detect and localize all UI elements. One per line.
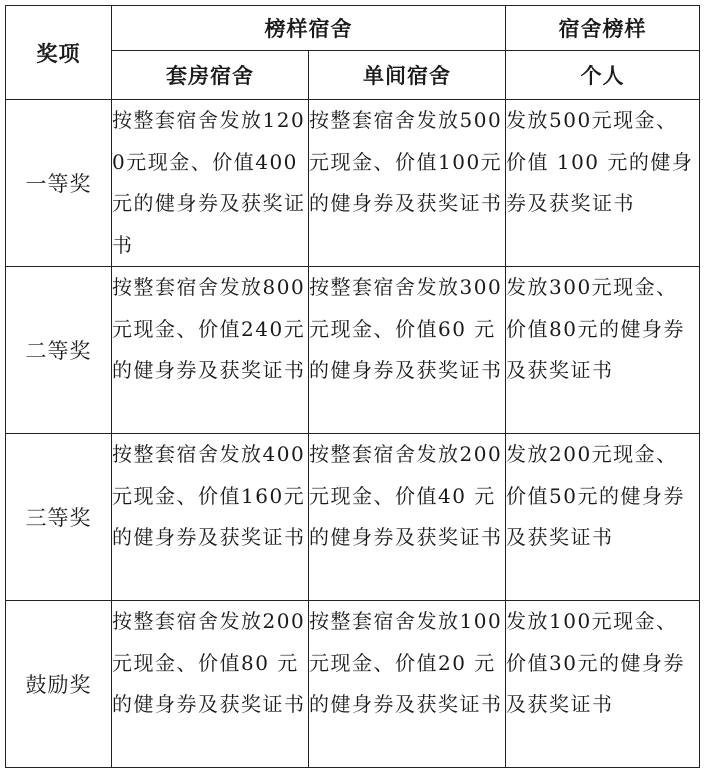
table-row-encouragement-prize xyxy=(6,601,700,768)
table-row-second-prize xyxy=(6,267,700,434)
header-individual: 个人 xyxy=(506,51,700,100)
suite-reward: 按整套宿舍发放1200元现金、价值400元的健身券及获奖证书 xyxy=(112,100,309,267)
award-name: 三等奖 xyxy=(6,434,112,601)
suite-reward: 按整套宿舍发放400 元现金、价值160元的健身券及获奖证书 xyxy=(112,434,309,601)
header-group-model-dorm: 榜样宿舍 xyxy=(112,6,506,51)
award-name: 一等奖 xyxy=(6,100,112,267)
award-table xyxy=(5,5,700,768)
individual-reward: 发放500元现金、价值 100 元的健身券及获奖证书 xyxy=(506,100,700,267)
header-single-dorm: 单间宿舍 xyxy=(309,51,506,100)
award-name: 鼓励奖 xyxy=(6,601,112,768)
header-award: 奖项 xyxy=(6,6,112,100)
table-header xyxy=(6,6,700,100)
individual-reward: 发放200元现金、价值50元的健身券及获奖证书 xyxy=(506,434,700,601)
header-suite-dorm: 套房宿舍 xyxy=(112,51,309,100)
table-row-third-prize xyxy=(6,434,700,601)
header-group-dorm-model: 宿舍榜样 xyxy=(506,6,700,51)
individual-reward: 发放100元现金、价值30元的健身券及获奖证书 xyxy=(506,601,700,768)
header-row-groups xyxy=(6,6,700,51)
single-reward: 按整套宿舍发放500元现金、价值100元的健身券及获奖证书 xyxy=(309,100,506,267)
table-row-first-prize xyxy=(6,100,700,267)
single-reward: 按整套宿舍发放300 元现金、价值60 元的健身券及获奖证书 xyxy=(309,267,506,434)
suite-reward: 按整套宿舍发放800 元现金、价值240元的健身券及获奖证书 xyxy=(112,267,309,434)
individual-reward: 发放300元现金、价值80元的健身券及获奖证书 xyxy=(506,267,700,434)
single-reward: 按整套宿舍发放100 元现金、价值20 元的健身券及获奖证书 xyxy=(309,601,506,768)
suite-reward: 按整套宿舍发放200 元现金、价值80 元的健身券及获奖证书 xyxy=(112,601,309,768)
table-body xyxy=(6,100,700,768)
award-name: 二等奖 xyxy=(6,267,112,434)
single-reward: 按整套宿舍发放200 元现金、价值40 元的健身券及获奖证书 xyxy=(309,434,506,601)
